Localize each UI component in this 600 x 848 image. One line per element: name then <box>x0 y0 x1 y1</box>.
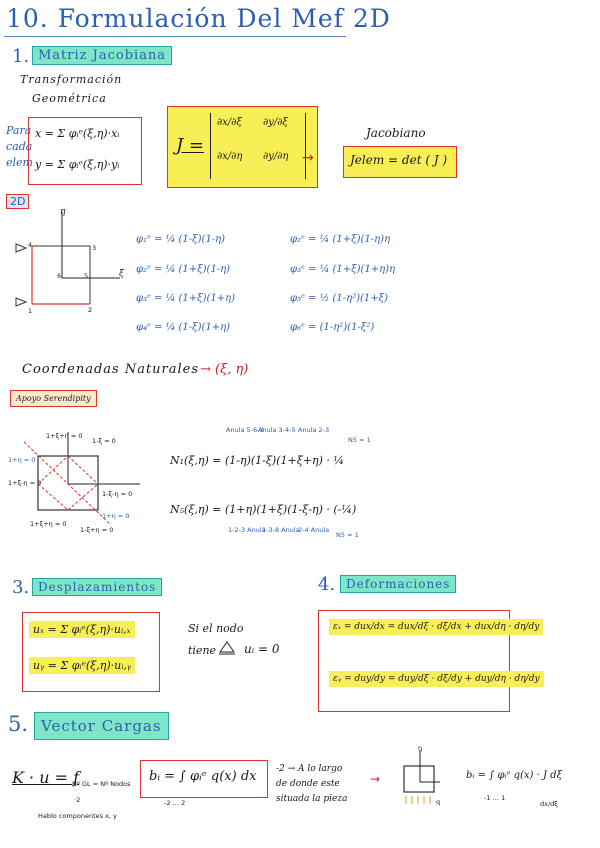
ser-label-7: 1+η = 0 <box>102 512 130 520</box>
anula-bottom-3: 2-4 Anula <box>298 526 330 534</box>
ku-equation: K · u = f <box>12 768 80 787</box>
n1-note: N5 = 1 <box>348 436 371 444</box>
section-4-number: 4. <box>318 574 336 595</box>
node-2-label: 2 <box>88 306 93 314</box>
transformacion-label: Transformación <box>20 73 123 86</box>
jacobian-label: J = <box>176 135 205 156</box>
tiene-label: tiene <box>188 644 217 657</box>
ser-label-6: 1+ξ+η = 0 <box>30 520 67 528</box>
element-square <box>404 766 434 792</box>
section-4-heading: Deformaciones <box>340 575 456 593</box>
ui-zero-eq: uᵢ = 0 <box>244 642 280 656</box>
epsilon-x-equation: εₓ = dux/dx = dux/dξ · dξ/dx + dux/dη · dη/dy <box>329 619 543 635</box>
shape-fn-1: φ₁ᵉ = ¼ (1-ξ)(1-η) <box>136 234 226 245</box>
coordenadas-naturales-label: Coordenadas Naturales <box>22 362 200 377</box>
eta-axis-label: η <box>60 207 66 217</box>
anula-top-1: Anula 5-6-3 <box>226 426 264 434</box>
section-3-number: 3. <box>12 577 30 598</box>
coordenadas-naturales-arrow: → (ξ, η) <box>200 362 249 377</box>
arrow-to-jacobiano: → <box>302 150 314 166</box>
ser-label-2: 1-ξ = 0 <box>92 437 116 445</box>
a-lo-largo-line3: situada la pieza <box>276 794 348 804</box>
support-icons <box>16 244 26 306</box>
anula-bottom-1: 1-2-3 Anula <box>228 526 266 534</box>
section-1-heading: Matriz Jacobiana <box>32 46 172 65</box>
jac-cell-dxdeta: ∂x/∂η <box>217 151 243 162</box>
n5-note: N5 = 1 <box>336 531 359 539</box>
shape-fn-right-4: φ₆ᵉ = (1-η²)(1-ξ²) <box>290 322 375 333</box>
a-lo-largo-line2: de donde este <box>276 779 340 789</box>
section-5-number: 5. <box>8 712 29 736</box>
node-3-label: 3 <box>92 244 97 252</box>
node-5-label: 5 <box>84 272 89 280</box>
shape-fn-right-2: φ₃ᵉ = ¼ (1+ξ)(1+η)η <box>290 264 396 275</box>
uy-equation: uᵧ = Σ φᵢᵉ(ξ,η)·uᵢ,ᵧ <box>29 657 135 674</box>
ser-label-4: 1+ξ-η = 0 <box>8 479 42 487</box>
bi2-fraction: dx/dξ <box>540 800 558 808</box>
section-1-number: 1. <box>12 46 30 67</box>
para-label: Para <box>6 124 32 137</box>
deformation-box <box>318 610 540 712</box>
node-1-label: 1 <box>28 307 33 315</box>
page-title: 10. Formulación Del Mef 2D <box>6 4 391 33</box>
cada-label: cada <box>6 140 33 153</box>
xi-axis-label: ξ <box>119 269 124 279</box>
jacobian-determinant-eq: Jelem = det ( J ) <box>350 153 448 167</box>
jacobiano-label: Jacobiano <box>366 126 426 140</box>
ser-label-8: 1-ξ+η = 0 <box>80 526 114 534</box>
title-underline <box>4 36 346 37</box>
ser-label-5: 1-ξ-η = 0 <box>102 490 133 498</box>
a-lo-largo-line1: -2 → A lo largo <box>276 764 343 774</box>
ku-note-2: ·2 <box>74 796 81 804</box>
n5-equation: N₅(ξ,η) = (1+η)(1+ξ)(1-ξ-η) · (-¼) <box>170 503 357 516</box>
tag-2d: 2D <box>6 194 29 209</box>
bi-integral: bᵢ = ∫ φᵢᵉ q(x) dx <box>149 769 257 784</box>
bi2-limits: -1 … 1 <box>484 794 506 802</box>
node-4-label: 4 <box>28 241 33 249</box>
shape-fn-3: φ₃ᵉ = ¼ (1+ξ)(1+η) <box>136 293 236 304</box>
anula-top-2: Anula 3-4-5 <box>258 426 296 434</box>
displacement-box <box>22 612 160 692</box>
node-6-label: 6 <box>57 272 62 280</box>
load-integral-box <box>140 760 268 798</box>
eta-label-load: η <box>418 744 423 752</box>
jac-cell-dxdxi: ∂x/∂ξ <box>217 117 242 128</box>
ser-label-1: 1+ξ+η = 0 <box>46 432 83 440</box>
n1-equation: N₁(ξ,η) = (1-η)(1-ξ)(1+ξ+η) · ¼ <box>170 454 345 467</box>
jacobian-matrix-box <box>167 106 318 188</box>
section-3-heading: Desplazamientos <box>32 578 162 596</box>
jacobian-brackets <box>210 113 306 179</box>
ku-note-3: Hablo componentes x, y <box>38 812 117 820</box>
ku-note-1: Nº GL = Nº Nodos <box>72 780 131 788</box>
bi-integral-natural: bᵢ = ∫ φᵢᵉ q(x) · J dξ <box>466 770 563 781</box>
shape-fn-right-1: φ₂ᵉ = ¼ (1+ξ)(1-η)η <box>290 234 391 245</box>
support-triangle-icon <box>218 640 236 656</box>
geometric-transform-box <box>28 117 142 185</box>
jacobian-determinant-box <box>343 146 457 178</box>
epsilon-y-equation: εᵧ = duy/dy = duy/dξ · dξ/dy + duy/dη · dη/dy <box>329 671 544 687</box>
jac-cell-dydxi: ∂y/∂ξ <box>263 117 288 128</box>
elem-label: elem <box>6 156 33 169</box>
shape-fn-right-3: φ₅ᵉ = ½ (1-η²)(1+ξ) <box>290 293 389 304</box>
serendipity-tag: Apoyo Serendipity <box>10 390 97 407</box>
anula-bottom-2: 1-3-8 Anula <box>262 526 300 534</box>
eq-x-transform: x = Σ φᵢᵉ(ξ,η)·xᵢ <box>35 127 120 140</box>
diag-4 <box>38 484 68 510</box>
arrow-to-element: → <box>370 772 381 786</box>
bi-limits: -2 … 2 <box>164 799 186 807</box>
ser-label-3: 1+η = 0 <box>8 456 36 464</box>
section-5-heading: Vector Cargas <box>34 712 169 740</box>
load-arrows <box>406 796 430 804</box>
si-el-nodo-label: Si el nodo <box>188 622 244 635</box>
shape-fn-2: φ₂ᵉ = ¼ (1+ξ)(1-η) <box>136 264 231 275</box>
anula-top-3: Anula 2-3 <box>298 426 330 434</box>
shape-fn-4: φ₄ᵉ = ¼ (1-ξ)(1+η) <box>136 322 231 333</box>
geometrica-label: Geométrica <box>32 92 107 105</box>
q-label: q <box>436 798 441 806</box>
eq-y-transform: y = Σ φᵢᵉ(ξ,η)·yᵢ <box>35 158 120 171</box>
jac-cell-dydeta: ∂y/∂η <box>263 151 289 162</box>
ux-equation: uₓ = Σ φᵢᵉ(ξ,η)·uᵢ,ₓ <box>29 621 135 638</box>
diag-3 <box>68 456 98 484</box>
